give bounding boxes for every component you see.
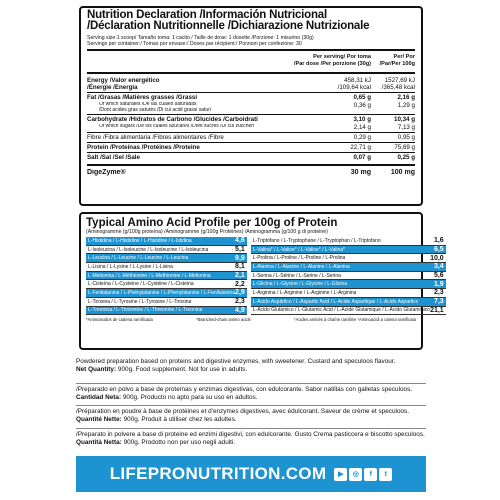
amino-name: L-Ácido Aspártico / L-Aspartic Acid / L-Acide Aspartique / L-Acido Aspartico xyxy=(252,298,419,305)
saturates-label2: /Dont acides gras saturés /Di cui acidi grassi saturi xyxy=(99,106,211,113)
digezyme-100g: 100 mg xyxy=(390,169,415,176)
sugars-row xyxy=(87,124,415,132)
brand-footer xyxy=(76,456,426,492)
net-quantity-label-en: Net Quantity: xyxy=(76,366,117,373)
net-quantity-fr: 900g. Produit à utiliser chez les adultes. xyxy=(121,416,237,423)
footnote-fr-it: *Acides aminés à chaîne ramifiée *Aminoacidi a catena ramificata xyxy=(294,317,416,323)
amino-grid xyxy=(86,237,444,315)
saturates-row xyxy=(87,102,415,114)
fat-serving: 0,65 g xyxy=(353,94,371,101)
col-serving-head1: Per serving/ Por toma xyxy=(313,54,371,60)
amino-name: L-Glicina / L-Glycine / L-Glycine / L-Glicina xyxy=(252,281,347,288)
nutrition-title-line2: /Déclaration Nutritionnelle /Dichiarazione Nutrizionale xyxy=(87,20,370,32)
fat-row xyxy=(87,93,415,102)
amino-row xyxy=(86,280,247,289)
description-fr xyxy=(76,408,426,424)
divider xyxy=(87,49,415,51)
amino-name: L-Triptófano / L-Tryptophane / L-Tryptophan / L-Triptofano xyxy=(252,237,381,244)
description-en-text: Powdered preparation based on proteins and digestive enzymes, with sweetener. Custard and speculoos flavour. xyxy=(76,358,396,365)
amino-row xyxy=(251,246,446,255)
amino-name: L-Prolina / L-Proline / L-Proline / L-Prolina xyxy=(252,255,346,262)
amino-value: 6,5 xyxy=(433,246,444,254)
fibre-serving: 0,29 g xyxy=(353,134,371,141)
amino-value: 3,4 xyxy=(433,263,444,271)
description-it-text: /Preparato in polvere a base di proteine ed enzimi digestivi, con edulcorante. Gusto Crema pasticcera e biscotto speculoos. xyxy=(76,431,425,438)
amino-row xyxy=(251,289,446,298)
digezyme-label: DigeZyme® xyxy=(87,169,126,176)
energy-100g-kj: 1527,69 kJ xyxy=(384,77,415,84)
amino-name: L-Cisteína / L-Cysteine / L-Cystéine / L-Cisteina xyxy=(88,281,194,288)
salt-label: Salt /Sal /Sel /Sale xyxy=(87,154,140,161)
amino-row xyxy=(251,298,446,307)
net-quantity-label-fr: Quantité Nette: xyxy=(76,416,122,423)
fat-label: Fat /Grasas /Matières grasses /Grassi xyxy=(87,94,198,101)
col-100g-head2: /Par/Per 100g xyxy=(379,61,415,67)
website-link[interactable]: LIFEPRONUTRITION.COM xyxy=(109,464,327,483)
digezyme-serving: 30 mg xyxy=(350,169,371,176)
amino-name: L-Alanina / L-Alanine / L-Alanine / L-Alanina xyxy=(252,263,350,270)
divider xyxy=(87,72,415,74)
amino-name: L-Leucina / L-Leucine / L-Leucine / L-Leucina xyxy=(88,255,189,262)
protein-serving: 22,71 g xyxy=(350,144,371,151)
amino-name: L-Tirosina / L-Tyrosine / L-Tyrosine / L-Tirosina xyxy=(88,298,192,305)
sugars-serving: 2,14 g xyxy=(353,124,371,131)
sugars-label: Of which sugars /De los cuales azúcares /Dont sucres /Di cui zuccheri xyxy=(99,124,255,129)
col-serving-head2: /Par dose /Per porzione (30g) xyxy=(293,61,371,67)
description-fr-text: /Préparation en poudre à base de protéines et d'enzymes digestives, avec édulcorant. Saveur de crème et speculoos. xyxy=(76,408,410,415)
amino-column-right xyxy=(251,237,446,315)
amino-name: L-Lisina / L-Lysine / L-Lysine / L-Lisina xyxy=(88,263,173,270)
divider xyxy=(76,428,426,429)
facebook-icon[interactable]: f xyxy=(364,468,377,481)
amino-column-left xyxy=(86,237,247,315)
amino-footnote xyxy=(86,317,416,322)
net-quantity-label-es: Cantidad Neta: xyxy=(76,394,122,401)
footnote-es: *Aminoácidos de cadena ramificada xyxy=(86,317,153,323)
social-icons xyxy=(334,468,392,481)
net-quantity-it: 900g. Prodotto non per uso negli adulti. xyxy=(121,439,236,446)
amino-name: L-Fenilalanina / L-Phénylalanine / L-Phenylalanine / L-Fenilalanina xyxy=(88,289,236,296)
carbohydrate-serving: 3,10 g xyxy=(353,116,371,123)
amino-acid-panel xyxy=(79,212,444,350)
amino-name: L-Valina* / L-Valine* / L-Valine* / L-Valina* xyxy=(252,246,345,253)
amino-value: 10,0 xyxy=(430,254,444,262)
amino-row xyxy=(251,272,446,281)
description-en xyxy=(76,358,426,374)
amino-row xyxy=(86,237,247,246)
amino-row xyxy=(251,263,446,272)
energy-serving-kcal: /109,64 kcal xyxy=(337,84,371,91)
fat-100g: 2,16 g xyxy=(397,94,415,101)
amino-name: L-Serina / L-Sérine / L-Serine / L-Serina xyxy=(252,272,341,279)
twitter-icon[interactable]: t xyxy=(379,468,392,481)
description-es-text: /Preparado en polvo a base de proteínas y enzimas digestivas, con edulcorante. Sabor natillas con galletas speculoos. xyxy=(76,386,413,393)
divider xyxy=(76,405,426,406)
amino-value: 2,1 xyxy=(235,272,245,280)
divider xyxy=(76,383,426,384)
salt-100g: 0,25 g xyxy=(397,154,415,161)
energy-serving-kj: 458,31 kJ xyxy=(344,77,371,84)
amino-row xyxy=(86,289,247,298)
amino-value: 2,3 xyxy=(235,298,245,306)
amino-row xyxy=(251,307,446,316)
amino-value: 4,9 xyxy=(235,306,245,314)
amino-row xyxy=(86,246,247,255)
column-headers xyxy=(87,53,415,70)
amino-row xyxy=(86,254,247,263)
amino-name: L-Treonina / L-Thréonine / L-Threonine / L-Treonina xyxy=(88,307,203,314)
protein-100g: 75,69 g xyxy=(394,144,415,151)
amino-value: 2,3 xyxy=(433,289,444,297)
energy-100g-kcal: /365,48 kcal xyxy=(381,84,415,91)
salt-row xyxy=(87,153,415,162)
instagram-icon[interactable]: ◎ xyxy=(349,468,362,481)
amino-value: 4,6 xyxy=(235,237,245,245)
nutrition-title-line1: Nutrition Declaration /Información Nutricional xyxy=(87,9,327,21)
carbohydrate-100g: 10,34 g xyxy=(394,116,415,123)
amino-row xyxy=(86,298,247,307)
digezyme-row xyxy=(87,168,415,177)
amino-value: 5,1 xyxy=(235,246,245,254)
amino-value: 9,9 xyxy=(235,254,245,262)
amino-row xyxy=(251,254,446,263)
amino-value: 1,9 xyxy=(433,280,444,288)
fibre-row xyxy=(87,133,415,142)
amino-name: L-Metionina / L-Méthionine / L-Methionine / L-Metionina xyxy=(88,272,211,279)
saturates-label1: Of which saturates /De las cuales saturadas xyxy=(99,102,197,107)
fibre-label: Fibre /Fibra alimentaria /Fibres alimentaires /Fibre xyxy=(87,134,224,141)
amino-row xyxy=(251,237,446,246)
amino-row xyxy=(86,307,247,316)
amino-value: 1,6 xyxy=(433,237,444,245)
amino-subtitle: (Aminogramme (g/100g proteína) /Aminogramme (g/100g Protéines) /Aminogramma (g/100 g di proteine) xyxy=(86,229,328,235)
amino-value: 5,6 xyxy=(433,272,444,280)
youtube-icon[interactable]: ▶ xyxy=(334,468,347,481)
amino-value: 8,1 xyxy=(235,263,245,271)
sugars-100g: 7,13 g xyxy=(397,124,415,131)
col-100g-head1: Per/ Por xyxy=(393,54,415,60)
amino-value: 21,1 xyxy=(430,306,444,314)
amino-name: L-Arginina / L-Arginine / L-Arginine / L-Arginina xyxy=(252,289,357,296)
description-it xyxy=(76,431,426,447)
energy-label2: /Énergie /Energia xyxy=(87,84,138,91)
amino-title: Typical Amino Acid Profile per 100g of Protein xyxy=(86,217,338,229)
salt-serving: 0,07 g xyxy=(353,154,371,161)
saturates-100g: 1,29 g xyxy=(397,102,415,109)
amino-row xyxy=(86,263,247,272)
amino-row xyxy=(86,272,247,281)
amino-value: 2,9 xyxy=(235,289,245,297)
energy-row xyxy=(87,76,415,92)
amino-value: 7,3 xyxy=(433,298,444,306)
fibre-100g: 0,95 g xyxy=(397,134,415,141)
protein-row xyxy=(87,143,415,152)
net-quantity-en: 900g. Food supplement. Not for use in adults. xyxy=(116,366,248,373)
net-quantity-es: 900g. Producto no apto para su uso en adultos. xyxy=(121,394,258,401)
amino-row xyxy=(251,280,446,289)
amino-value: 2,2 xyxy=(235,280,245,288)
serving-size: Serving size:1 scoop/ Tamaño toma: 1 cacito / Taille de dose: 1 dosette /Porzione: 1 misurino (30g) xyxy=(87,35,314,41)
amino-name: L-Ácido Glutámico / L-Glutamic Acid / L-Acide Glutamique / L-Acido Glutammico xyxy=(252,307,431,314)
amino-name: L-Isoleucina / L-Isoleucine / L-Isoleucine / L-Isoleucina xyxy=(88,246,209,253)
carbohydrate-label: Carbohydrate /Hidratos de Carbono /Glucides /Carboidrati xyxy=(87,116,258,123)
amino-name: L-Histidina / L-Histidine / L-Histidine / L-Istidina xyxy=(88,237,192,244)
energy-label1: Energy /Valor energético xyxy=(87,77,160,84)
servings-per-container: Servings per container:/ Tomas por envase:/ Doses par récipient:/ Porzioni per confezione: 30 xyxy=(87,41,302,47)
net-quantity-label-it: Quantità Netta: xyxy=(76,439,122,446)
saturates-serving: 0,36 g xyxy=(353,102,371,109)
description-es xyxy=(76,386,426,402)
protein-label: Protein /Proteínas /Protéines /Proteine xyxy=(87,144,200,151)
footnote-en: *Branched-chain amino acids xyxy=(196,317,251,323)
carbohydrate-row xyxy=(87,115,415,124)
nutrition-declaration-panel xyxy=(79,6,423,206)
